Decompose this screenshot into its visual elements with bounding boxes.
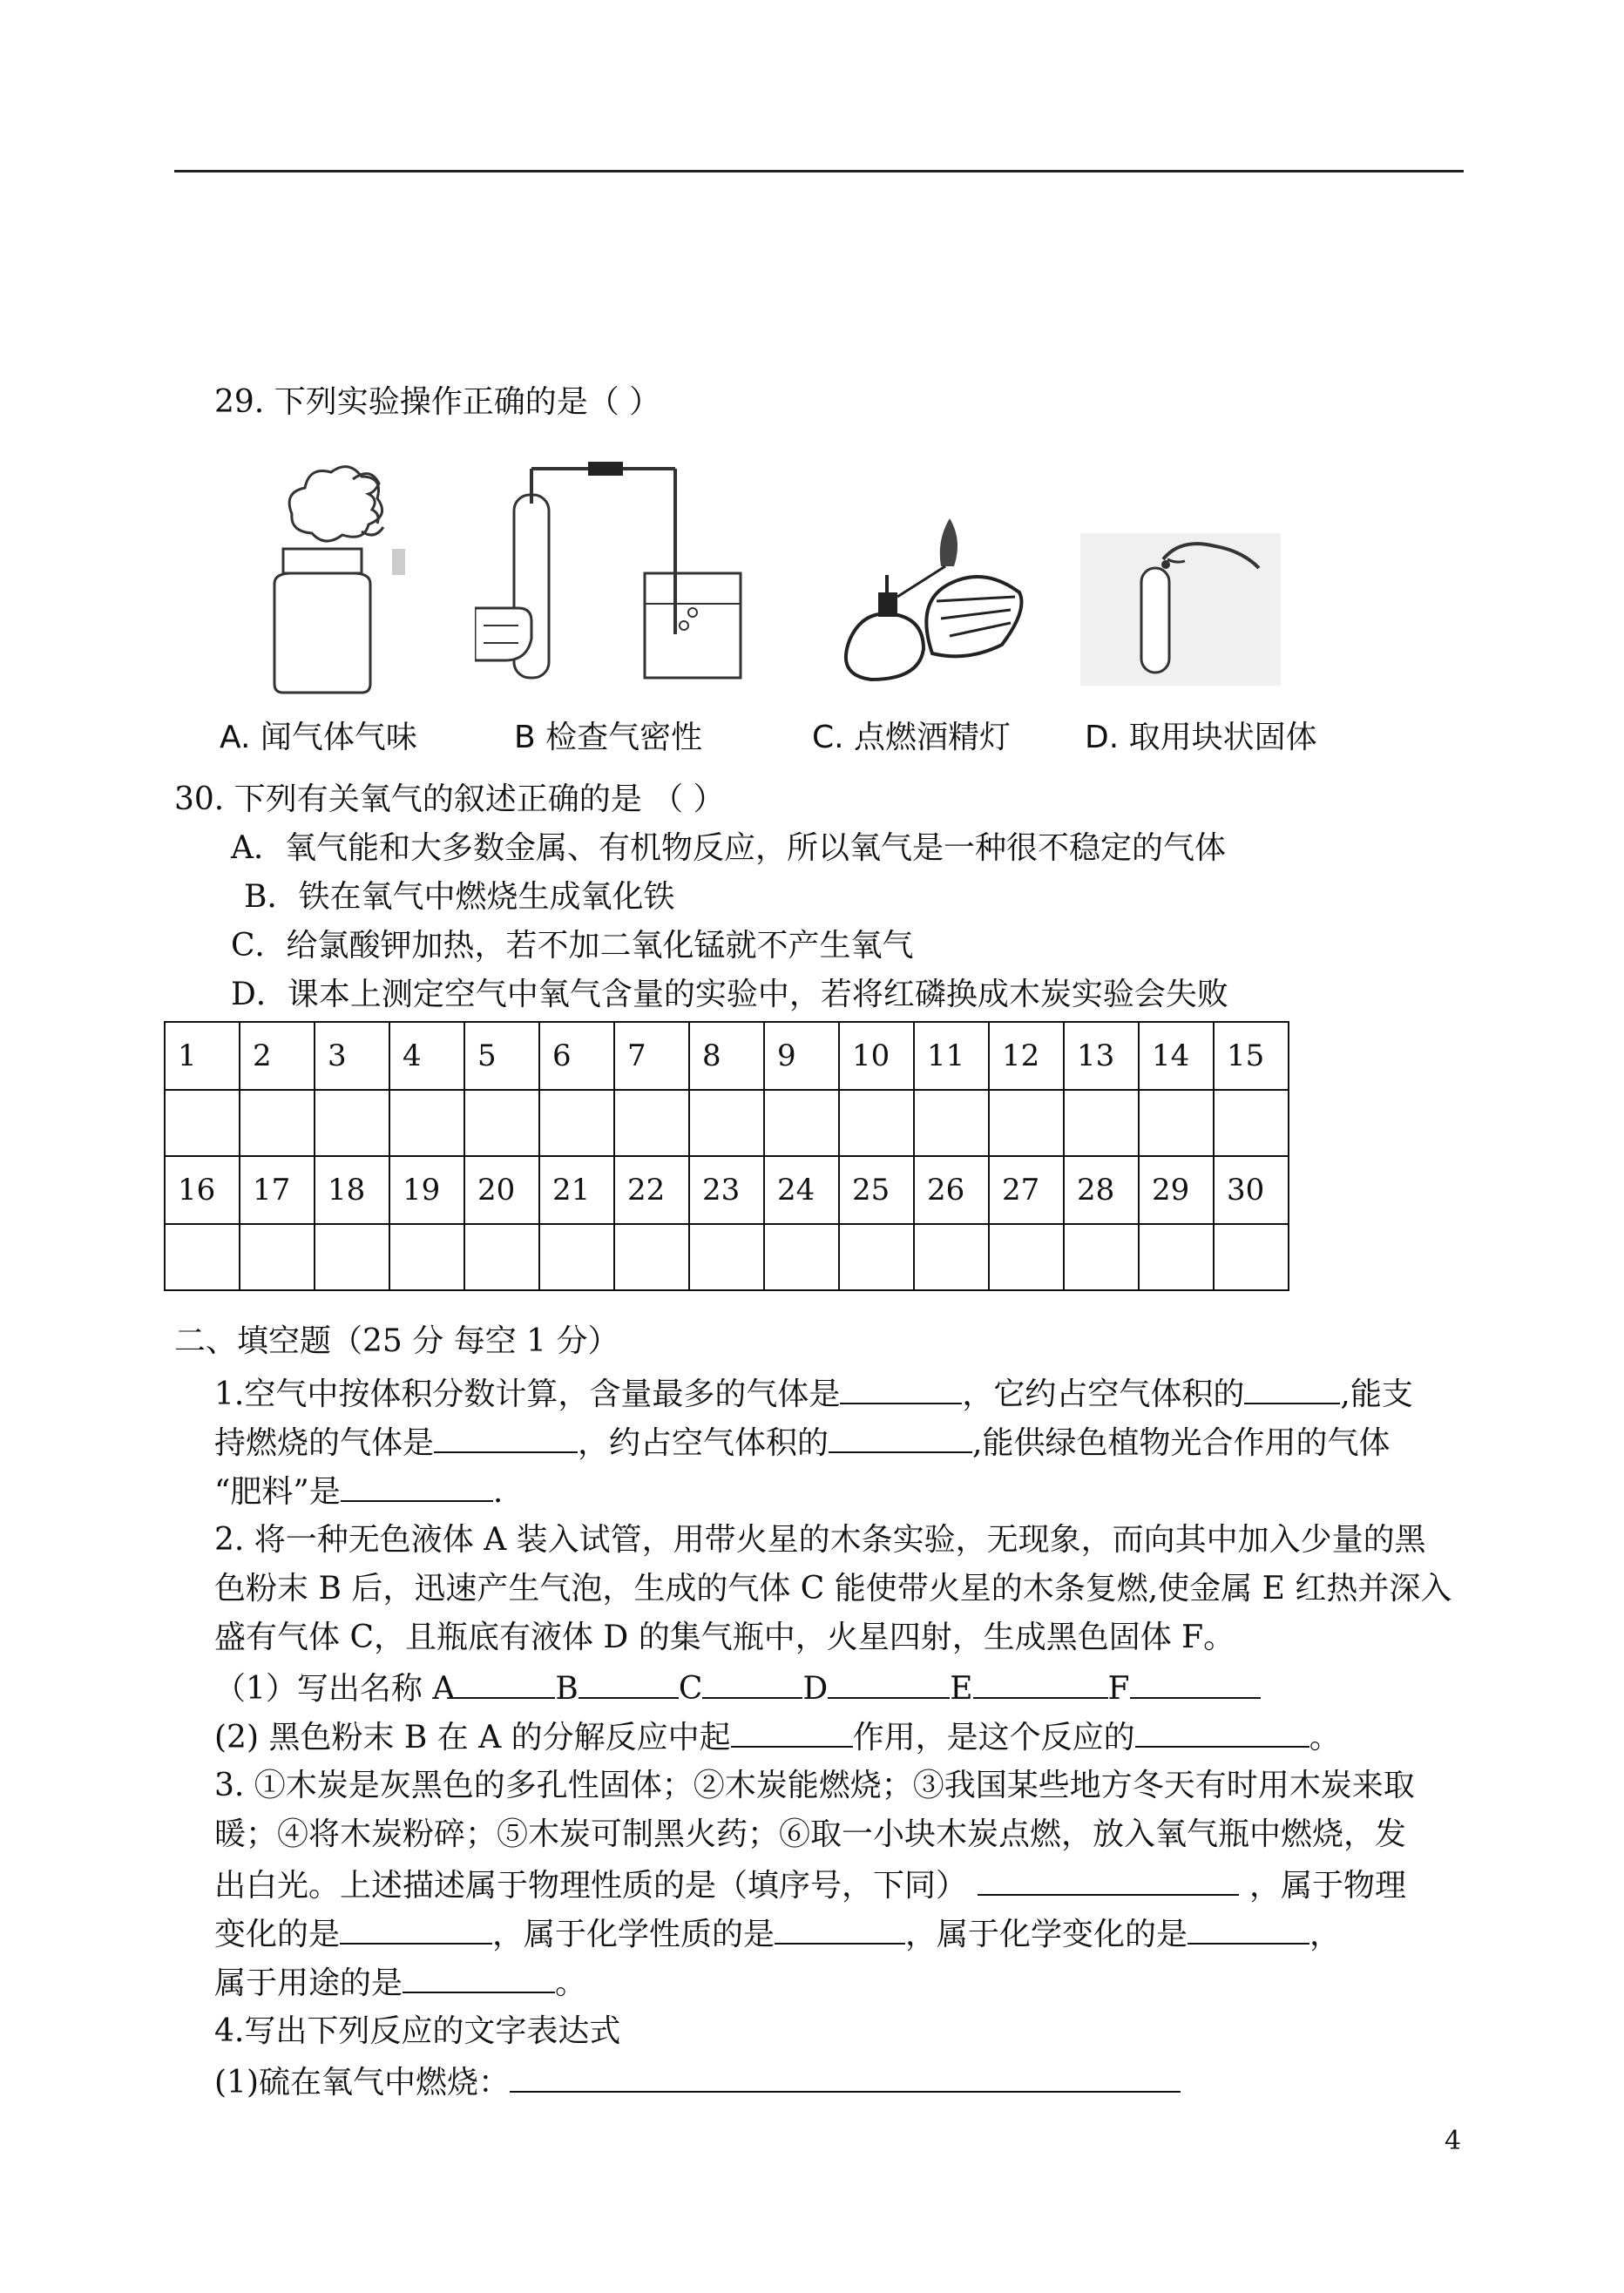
- grid-cell: 2: [240, 1022, 315, 1090]
- grid-cell: 6: [539, 1022, 614, 1090]
- check-airtightness-icon: [475, 451, 771, 695]
- q29-stem: 29. 下列实验操作正确的是（ ）: [214, 384, 661, 420]
- answer-cell[interactable]: [1139, 1224, 1214, 1290]
- grid-number-row-2: [165, 1156, 1289, 1224]
- q3-text: 出白光。上述描述属于物理性质的是（填序号，下同）: [214, 1868, 968, 1904]
- q30-option-c: C．给氯酸钾加热，若不加二氧化锰就不产生氧气: [231, 928, 914, 964]
- answer-cell[interactable]: [914, 1090, 989, 1156]
- q2-text: E: [950, 1671, 973, 1707]
- q2-sub1: [214, 1667, 1261, 1708]
- q2-text: D: [802, 1671, 829, 1707]
- grid-cell: 19: [389, 1156, 464, 1224]
- q1-text: 1.空气中按体积分数计算，含量最多的气体是: [214, 1376, 841, 1412]
- answer-cell[interactable]: [389, 1090, 464, 1156]
- q29-option-c: C. 点燃酒精灯: [812, 720, 1012, 755]
- answer-cell[interactable]: [315, 1224, 389, 1290]
- test-tube-solid-icon: [1080, 533, 1281, 686]
- q3-text: ，: [1309, 1917, 1342, 1952]
- answer-cell[interactable]: [1139, 1090, 1214, 1156]
- header-rule: [174, 170, 1464, 172]
- q3-line4: [214, 1913, 1341, 1954]
- grid-cell: 23: [689, 1156, 764, 1224]
- q2-line3: 盛有气体 C，且瓶底有液体 D 的集气瓶中，火星四射，生成黑色固体 F。: [214, 1620, 1235, 1655]
- grid-cell: 11: [914, 1022, 989, 1090]
- q1-text: ，约占空气体积的: [578, 1425, 829, 1461]
- smell-gas-bottle-icon: [257, 462, 405, 697]
- q29-option-b: B 检查气密性: [514, 720, 703, 755]
- answer-blank[interactable]: [455, 1667, 555, 1699]
- answer-cell[interactable]: [914, 1224, 989, 1290]
- q1-text: ，它约占空气体积的: [962, 1376, 1245, 1412]
- answer-cell[interactable]: [1064, 1224, 1139, 1290]
- q2-text: B: [555, 1671, 579, 1707]
- grid-cell: 3: [315, 1022, 389, 1090]
- q3-text: 属于用途的是: [214, 1965, 403, 2001]
- q2-text: 。: [1309, 1720, 1341, 1755]
- q1-text: ,能支: [1340, 1376, 1413, 1412]
- answer-blank[interactable]: [579, 1667, 679, 1699]
- grid-cell: 28: [1064, 1156, 1139, 1224]
- answer-blank[interactable]: [702, 1667, 802, 1699]
- answer-cell[interactable]: [839, 1224, 914, 1290]
- q3-text: ，属于物理: [1249, 1868, 1407, 1904]
- grid-number-row-1: [165, 1022, 1289, 1090]
- q2-text: 作用，是这个反应的: [852, 1720, 1135, 1755]
- answer-cell[interactable]: [764, 1090, 839, 1156]
- q2-text: (2) 黑色粉末 B 在 A 的分解反应中起: [214, 1720, 731, 1755]
- answer-blank[interactable]: [775, 1913, 905, 1945]
- answer-cell[interactable]: [689, 1090, 764, 1156]
- grid-cell: 14: [1139, 1022, 1214, 1090]
- answer-cell[interactable]: [240, 1224, 315, 1290]
- answer-blank[interactable]: [1244, 1373, 1340, 1404]
- q2-text: F: [1107, 1671, 1130, 1707]
- grid-cell: 5: [464, 1022, 539, 1090]
- answer-cell[interactable]: [689, 1224, 764, 1290]
- q3-line3: [214, 1864, 1406, 1905]
- grid-cell: 8: [689, 1022, 764, 1090]
- q30-option-d: D．课本上测定空气中氧气含量的实验中，若将红磷换成木炭实验会失败: [231, 977, 1228, 1012]
- grid-cell: 18: [315, 1156, 389, 1224]
- q4-text: (1)硫在氧气中燃烧：: [214, 2065, 510, 2100]
- q4-title: 4.写出下列反应的文字表达式: [214, 2013, 621, 2049]
- grid-answer-row-1: [165, 1090, 1289, 1156]
- grid-cell: 25: [839, 1156, 914, 1224]
- q1-line3: [214, 1471, 503, 1512]
- grid-cell: 7: [614, 1022, 689, 1090]
- page-number: 4: [1445, 2126, 1462, 2156]
- grid-cell: 30: [1214, 1156, 1289, 1224]
- grid-cell: 12: [989, 1022, 1064, 1090]
- answer-blank[interactable]: [434, 1422, 578, 1453]
- answer-cell[interactable]: [1214, 1090, 1289, 1156]
- grid-cell: 27: [989, 1156, 1064, 1224]
- q2-line2: 色粉末 B 后，迅速产生气泡，生成的气体 C 能使带火星的木条复燃,使金属 E 红热并深入: [214, 1571, 1452, 1606]
- answer-cell[interactable]: [464, 1224, 539, 1290]
- answer-cell[interactable]: [389, 1224, 464, 1290]
- answer-blank[interactable]: [840, 1373, 962, 1404]
- answer-cell[interactable]: [1064, 1090, 1139, 1156]
- answer-cell[interactable]: [764, 1224, 839, 1290]
- answer-cell[interactable]: [1214, 1224, 1289, 1290]
- grid-cell: 10: [839, 1022, 914, 1090]
- grid-cell: 24: [764, 1156, 839, 1224]
- answer-blank[interactable]: [828, 1667, 950, 1699]
- grid-cell: 21: [539, 1156, 614, 1224]
- q3-line1: 3. ①木炭是灰黑色的多孔性固体；②木炭能燃烧；③我国某些地方冬天有时用木炭来取: [214, 1768, 1415, 1803]
- q4-sub1: [214, 2061, 1181, 2102]
- answer-cell[interactable]: [614, 1090, 689, 1156]
- q3-text: ，属于化学变化的是: [905, 1917, 1188, 1952]
- grid-cell: 13: [1064, 1022, 1139, 1090]
- q2-sub2: [214, 1716, 1341, 1757]
- answer-cell[interactable]: [989, 1090, 1064, 1156]
- answer-cell[interactable]: [165, 1224, 240, 1290]
- light-alcohol-lamp-icon: [836, 514, 1037, 688]
- answer-blank[interactable]: [1188, 1913, 1309, 1945]
- answer-cell[interactable]: [539, 1224, 614, 1290]
- q29-option-d: D. 取用块状固体: [1085, 720, 1317, 755]
- grid-cell: 9: [764, 1022, 839, 1090]
- answer-cell[interactable]: [989, 1224, 1064, 1290]
- q2-text: C: [678, 1671, 703, 1707]
- q30-option-b: B．铁在氧气中燃烧生成氧化铁: [244, 879, 675, 915]
- answer-blank[interactable]: [403, 1962, 555, 1993]
- answer-blank[interactable]: [1135, 1716, 1309, 1748]
- q3-text: 。: [555, 1965, 587, 2001]
- q29-option-a: A. 闻气体气味: [220, 720, 417, 755]
- section2-title: 二、填空题（25 分 每空 1 分）: [174, 1323, 619, 1359]
- grid-answer-row-2: [165, 1224, 1289, 1290]
- grid-cell: 4: [389, 1022, 464, 1090]
- q1-text: .: [492, 1474, 504, 1510]
- q1-line1: [214, 1373, 1413, 1414]
- grid-cell: 1: [165, 1022, 240, 1090]
- grid-cell: 16: [165, 1156, 240, 1224]
- grid-cell: 29: [1139, 1156, 1214, 1224]
- answer-cell[interactable]: [614, 1224, 689, 1290]
- answer-blank[interactable]: [978, 1864, 1239, 1896]
- answer-blank[interactable]: [1130, 1667, 1261, 1699]
- answer-blank[interactable]: [340, 1913, 492, 1945]
- q1-text: ,能供绿色植物光合作用的气体: [972, 1425, 1391, 1461]
- q1-line2: [214, 1422, 1390, 1463]
- answer-cell[interactable]: [315, 1090, 389, 1156]
- answer-blank[interactable]: [829, 1422, 972, 1453]
- grid-cell: 15: [1214, 1022, 1289, 1090]
- grid-cell: 26: [914, 1156, 989, 1224]
- answer-blank[interactable]: [973, 1667, 1108, 1699]
- q3-line2: 暖；④将木炭粉碎；⑤木炭可制黑火药；⑥取一小块木炭点燃，放入氧气瓶中燃烧，发: [214, 1816, 1407, 1852]
- answer-cell[interactable]: [839, 1090, 914, 1156]
- q30-stem: 30. 下列有关氧气的叙述正确的是 （ ）: [174, 781, 725, 817]
- q2-text: （1）写出名称 A: [214, 1671, 456, 1707]
- answer-blank[interactable]: [341, 1471, 493, 1502]
- answer-blank[interactable]: [510, 2061, 1181, 2093]
- q30-option-a: A．氧气能和大多数金属、有机物反应，所以氧气是一种很不稳定的气体: [231, 830, 1226, 866]
- answer-cell[interactable]: [539, 1090, 614, 1156]
- answer-cell[interactable]: [240, 1090, 315, 1156]
- q3-line5: [214, 1962, 586, 2003]
- grid-cell: 17: [240, 1156, 315, 1224]
- grid-cell: 22: [614, 1156, 689, 1224]
- answer-blank[interactable]: [731, 1716, 853, 1748]
- grid-cell: 20: [464, 1156, 539, 1224]
- q1-text: “肥料”是: [214, 1474, 341, 1510]
- answer-cell[interactable]: [165, 1090, 240, 1156]
- q3-text: 变化的是: [214, 1917, 341, 1952]
- answer-grid: [164, 1021, 1289, 1291]
- q1-text: 持燃烧的气体是: [214, 1425, 435, 1461]
- answer-cell[interactable]: [464, 1090, 539, 1156]
- q2-line1: 2. 将一种无色液体 A 装入试管，用带火星的木条实验，无现象，而向其中加入少量的黑: [214, 1522, 1426, 1558]
- q3-text: ，属于化学性质的是: [492, 1917, 775, 1952]
